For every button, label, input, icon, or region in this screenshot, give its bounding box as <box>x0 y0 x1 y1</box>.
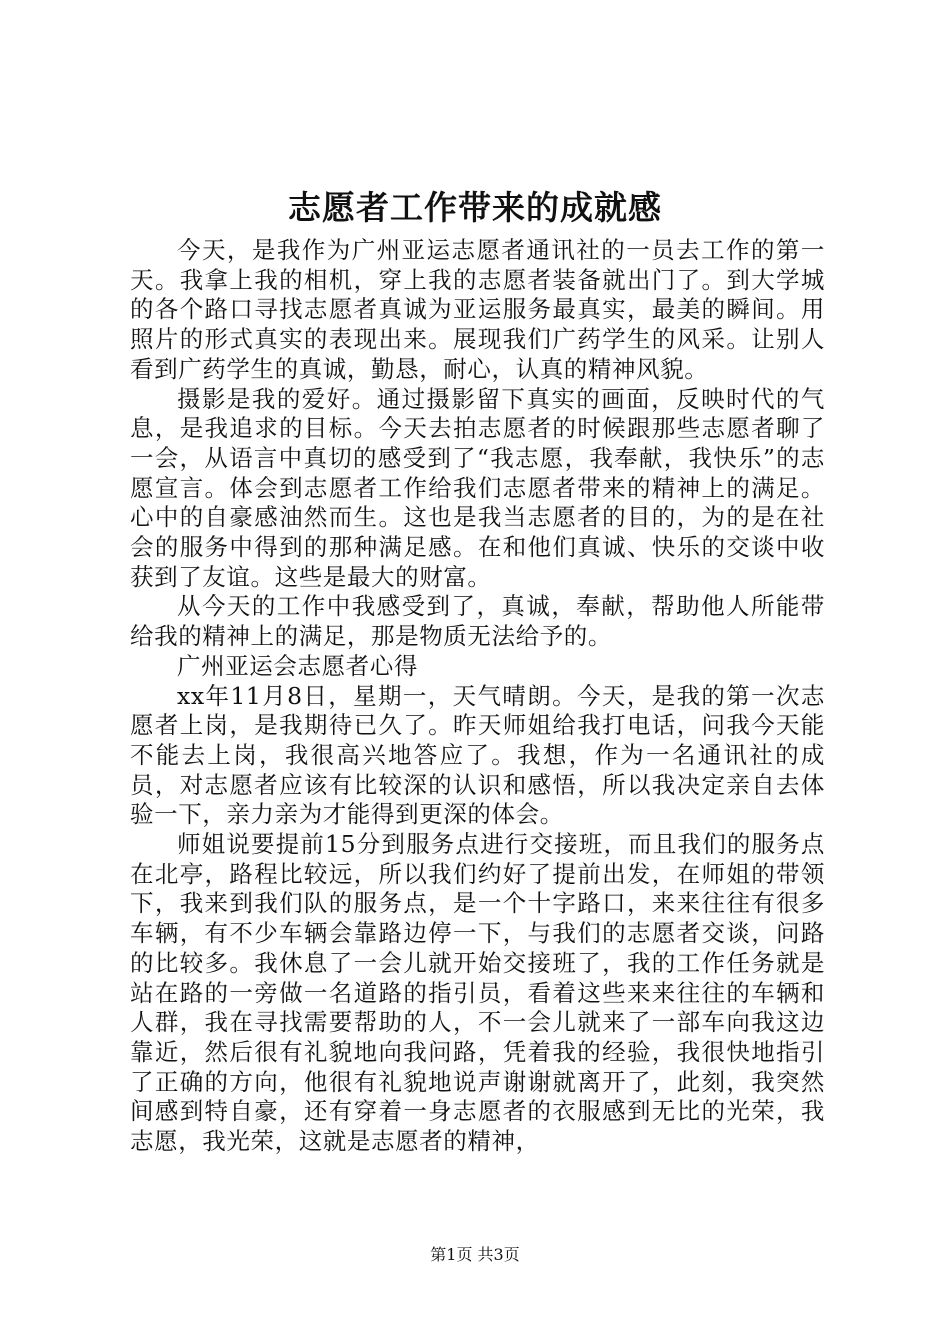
paragraph: 今天，是我作为广州亚运志愿者通讯社的一员去工作的第一天。我拿上我的相机，穿上我的志愿者装备就出门了。到大学城的各个路口寻找志愿者真诚为亚运服务最真实，最美的瞬间。用照片的形式真实的表现出来。展现我们广药学生的风采。让别人看到广药学生的真诚，勤恳，耐心，认真的精神风貌。 <box>130 236 825 383</box>
page-number-footer: 第1页 共3页 <box>430 1245 520 1264</box>
paragraph: 师姐说要提前15分到服务点进行交接班，而且我们的服务点在北亭，路程比较远，所以我们约好了提前出发，在师姐的带领下，我来到我们队的服务点，是一个十字路口，来来往往有很多车辆，有不少车辆会靠路边停一下，与我们的志愿者交谈，问路的比较多。我休息了一会儿就开始交接班了，我的工作任务就是站在路的一旁做一名道路的指引员，看着这些来来往往的车辆和人群，我在寻找需要帮助的人，不一会儿就来了一部车向我这边靠近，然后很有礼貌地向我问路，凭着我的经验，我很快地指引了正确的方向，他很有礼貌地说声谢谢就离开了，此刻，我突然间感到特自豪，还有穿着一身志愿者的衣服感到无比的光荣，我志愿，我光荣，这就是志愿者的精神， <box>130 830 825 1156</box>
document-body <box>130 236 825 1157</box>
paragraph: xx年11月8日，星期一，天气晴朗。今天，是我的第一次志愿者上岗，是我期待已久了。昨天师姐给我打电话，问我今天能不能去上岗，我很高兴地答应了。我想，作为一名通讯社的成员，对志愿者应该有比较深的认识和感悟，所以我决定亲自去体验一下，亲力亲为才能得到更深的体会。 <box>130 681 825 829</box>
page-title: 志愿者工作带来的成就感 <box>288 188 662 227</box>
paragraph: 从今天的工作中我感受到了，真诚，奉献，帮助他人所能带给我的精神上的满足，那是物质无法给予的。 <box>130 592 825 651</box>
paragraph: 摄影是我的爱好。通过摄影留下真实的画面，反映时代的气息，是我追求的目标。今天去拍志愿者的时候跟那些志愿者聊了一会，从语言中真切的感受到了“我志愿，我奉献，我快乐”的志愿宣言。体会到志愿者工作给我们志愿者带来的精神上的满足。心中的自豪感油然而生。这也是我当志愿者的目的，为的是在社会的服务中得到的那种满足感。在和他们真诚、快乐的交谈中收获到了友谊。这些是最大的财富。 <box>130 384 825 591</box>
section-heading: 广州亚运会志愿者心得 <box>177 651 418 680</box>
